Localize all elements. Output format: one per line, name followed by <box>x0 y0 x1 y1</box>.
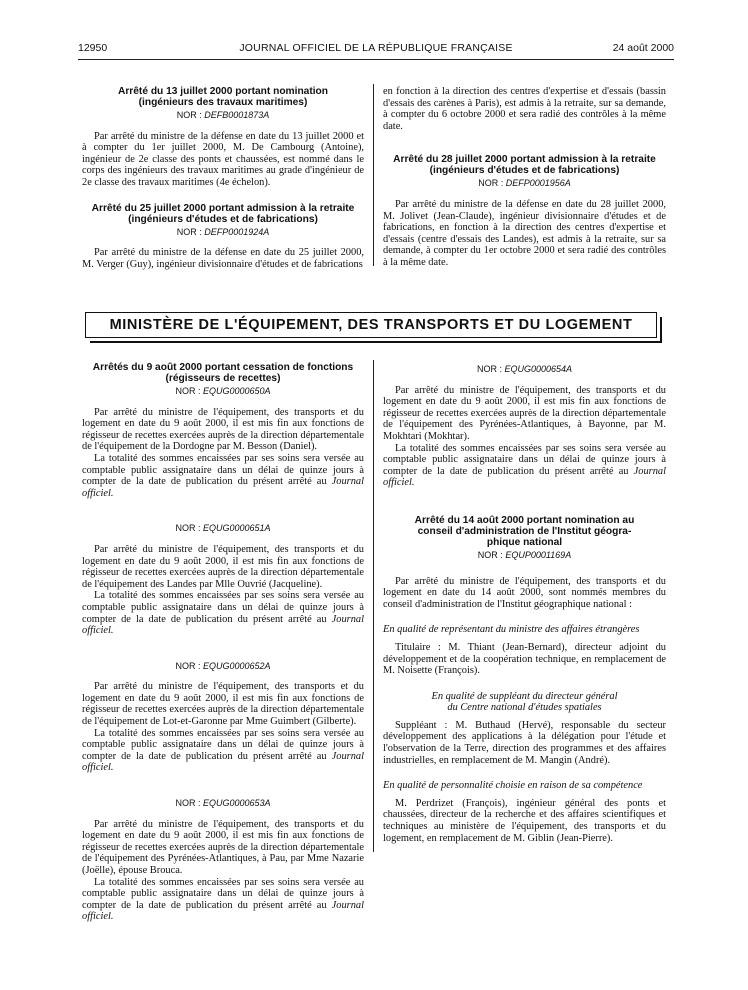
ministry-heading: MINISTÈRE DE L'ÉQUIPEMENT, DES TRANSPORTS ET DU LOGEMENT <box>85 312 657 338</box>
decree-body: La totalité des sommes encaissées par ses soins sera versée au comptable public assignataire dans un délai de quinze jours à compter de la date de publication du présent arrêté au Journal officiel. <box>82 452 364 499</box>
nor-reference: NOR : EQUP0001169A <box>477 549 572 560</box>
column-divider <box>373 360 374 852</box>
journal-title: JOURNAL OFFICIEL DE LA RÉPUBLIQUE FRANÇAISE <box>239 42 513 54</box>
decree-body: Par arrêté du ministre de la défense en date du 28 juillet 2000, M. Jolivet (Jean-Claude), ingénieur divisionnaire d'études et de fabrications, en fonction à la direction des centres d'expertise et d'essais (centre d'essais des Landes), est admis à la retraite, sur sa demande, à compter du 1er octobre 2000 et sera radié des contrôles à la même date. <box>383 198 666 268</box>
decree-body: M. Perdrizet (François), ingénieur général des ponts et chaussées, directeur de la recherche et des affaires scientifiques et techniques au ministère de l'équipement, des transports et du logement, en remplacement de M. Giblin (Jean-Pierre). <box>383 797 666 844</box>
nor-reference: NOR : EQUG0000654A <box>476 364 573 374</box>
page-number: 12950 <box>78 42 108 54</box>
decree-13-juillet <box>82 86 364 189</box>
decree-title-line2: (ingénieurs d'études et de fabrications) <box>429 165 620 177</box>
decree-title-line2: (régisseurs de recettes) <box>165 373 281 384</box>
nor-reference: NOR : DEFP0001924A <box>176 226 270 237</box>
decree-continuation: en fonction à la direction des centres d'expertise et d'essais (bassin d'essais des carènes à Paris), est admis à la retraite, sur sa demande, à compter du 6 octobre 2000 et sera radié des contrôles à la même date. <box>383 86 666 132</box>
section-subheading: En qualité de personnalité choisie en raison de sa compétence <box>383 780 643 792</box>
decree-25-juillet <box>82 203 364 271</box>
decree-title-line3: phique national <box>486 536 563 548</box>
decree-body: La totalité des sommes encaissées par ses soins sera versée au comptable public assignataire dans un délai de quinze jours à compter de la date de publication du présent arrêté au Journal officiel. <box>383 442 666 489</box>
decree-title-line2: conseil d'administration de l'Institut géogra- <box>417 525 632 537</box>
decree-body: Suppléant : M. Buthaud (Hervé), responsable du secteur développement des applications à la délégation pour l'étude et l'observation de la Terre, direction des programmes et des affaires industrielles, en remplacement de M. Mangin (André). <box>383 719 666 766</box>
column-divider <box>373 84 374 266</box>
nor-reference: NOR : DEFB0001873A <box>176 110 270 120</box>
decree-title-line1: Arrêté du 25 juillet 2000 portant admission à la retraite <box>91 202 355 214</box>
decree-title-line1: Arrêté du 28 juillet 2000 portant admission à la retraite <box>393 154 656 166</box>
decree-body: La totalité des sommes encaissées par ses soins sera versée au comptable public assignataire dans un délai de quinze jours à compter de la date de publication du présent arrêté au Journal officiel. <box>82 876 364 923</box>
decree-title-line2: (ingénieurs d'études et de fabrications) <box>128 213 318 225</box>
nor-reference: NOR : DEFP0001956A <box>478 178 571 189</box>
decree-body: Titulaire : M. Thiant (Jean-Bernard), directeur adjoint du développement et de la coopération technique, en remplacement de M. Noisette (François). <box>383 641 666 677</box>
bottom-left-column <box>82 362 364 923</box>
decree-body: Par arrêté du ministre de l'équipement, des transports et du logement en date du 9 août 2000, il est mis fin aux fonctions de régisseur de recettes exercées auprès de la direction départementale de l'équipement de Lot-et-Garonne par Mme Guimbert (Gilberte). <box>82 681 364 728</box>
decree-body: Par arrêté du ministre de l'équipement, des transports et du logement en date du 9 août 2000, il est mis fin aux fonctions de régisseur de recettes exercées auprès de la direction départementale de l'équipement de la Dordogne par M. Besson (Daniel). <box>82 406 364 453</box>
nor-reference: NOR : EQUG0000652A <box>175 660 271 671</box>
decree-body: La totalité des sommes encaissées par ses soins sera versée au comptable public assignataire dans un délai de quinze jours à compter de la date de publication du présent arrêté au Journal officiel. <box>82 727 364 774</box>
decree-title-line1: Arrêté du 13 juillet 2000 portant nomination <box>117 86 328 97</box>
decree-body: Par arrêté du ministre de l'équipement, des transports et du logement en date du 9 août 2000, il est mis fin aux fonctions de régisseur de recettes exercées auprès de la direction départementale de l'équipement des Pyrénées-Atlantiques, à Pau, par Mme Nazarie (Joëlle), épouse Brouca. <box>82 818 364 876</box>
decree-body: Par arrêté du ministre de la défense en date du 13 juillet 2000 et à compter du 1er juillet 2000, M. De Cambourg (Antoine), ingénieur de 2e classe des ponts et chaussées, est nommé dans le corps des ingénieurs des travaux maritimes au grade d'ingénieur de 2e classe des travaux maritimes (4e échelon). <box>82 130 364 188</box>
nor-reference: NOR : EQUG0000653A <box>175 798 271 809</box>
section-subheading: En qualité de suppléant du directeur général <box>431 690 618 702</box>
nor-reference: NOR : EQUG0000651A <box>175 523 271 534</box>
decree-body: Par arrêté du ministre de la défense en date du 25 juillet 2000, M. Verger (Guy), ingénieur divisionnaire d'études et de fabrications <box>82 247 364 270</box>
decree-body: Par arrêté du ministre de l'équipement, des transports et du logement en date du 9 août 2000, il est mis fin aux fonctions de régisseur de recettes exercées auprès de la direction départementale de l'équipement des Landes par Mlle Ouvrié (Jacqueline). <box>82 543 364 590</box>
issue-date: 24 août 2000 <box>612 42 674 54</box>
top-right-column <box>383 86 666 269</box>
nor-reference: NOR : EQUG0000650A <box>175 386 271 396</box>
top-left-column <box>82 86 364 270</box>
decree-title-line2: (ingénieurs des travaux maritimes) <box>138 97 308 108</box>
section-subheading: En qualité de représentant du ministre des affaires étrangères <box>383 624 640 636</box>
decree-body: Par arrêté du ministre de l'équipement, des transports et du logement en date du 14 août 2000, sont nommés membres du conseil d'administration de l'Institut géographique national : <box>383 575 666 610</box>
decree-title-line1: Arrêté du 14 août 2000 portant nomination au <box>414 514 635 526</box>
section-subheading: du Centre national d'études spatiales <box>447 702 602 714</box>
decree-title-line1: Arrêtés du 9 août 2000 portant cessation de fonctions <box>92 362 354 373</box>
header-rule <box>78 59 674 60</box>
decree-body: La totalité des sommes encaissées par ses soins sera versée au comptable public assignataire dans un délai de quinze jours à compter de la date de publication du présent arrêté au Journal officiel. <box>82 590 364 637</box>
decree-body: Par arrêté du ministre de l'équipement, des transports et du logement en date du 9 août 2000, il est mis fin aux fonctions de régisseur de recettes exercées auprès de la direction départementale de l'équipement des Pyrénées-Atlantiques, à Bayonne, par M. Mokhtari (Mokhtar). <box>383 384 666 442</box>
bottom-right-column <box>383 362 666 844</box>
running-header <box>78 43 674 57</box>
